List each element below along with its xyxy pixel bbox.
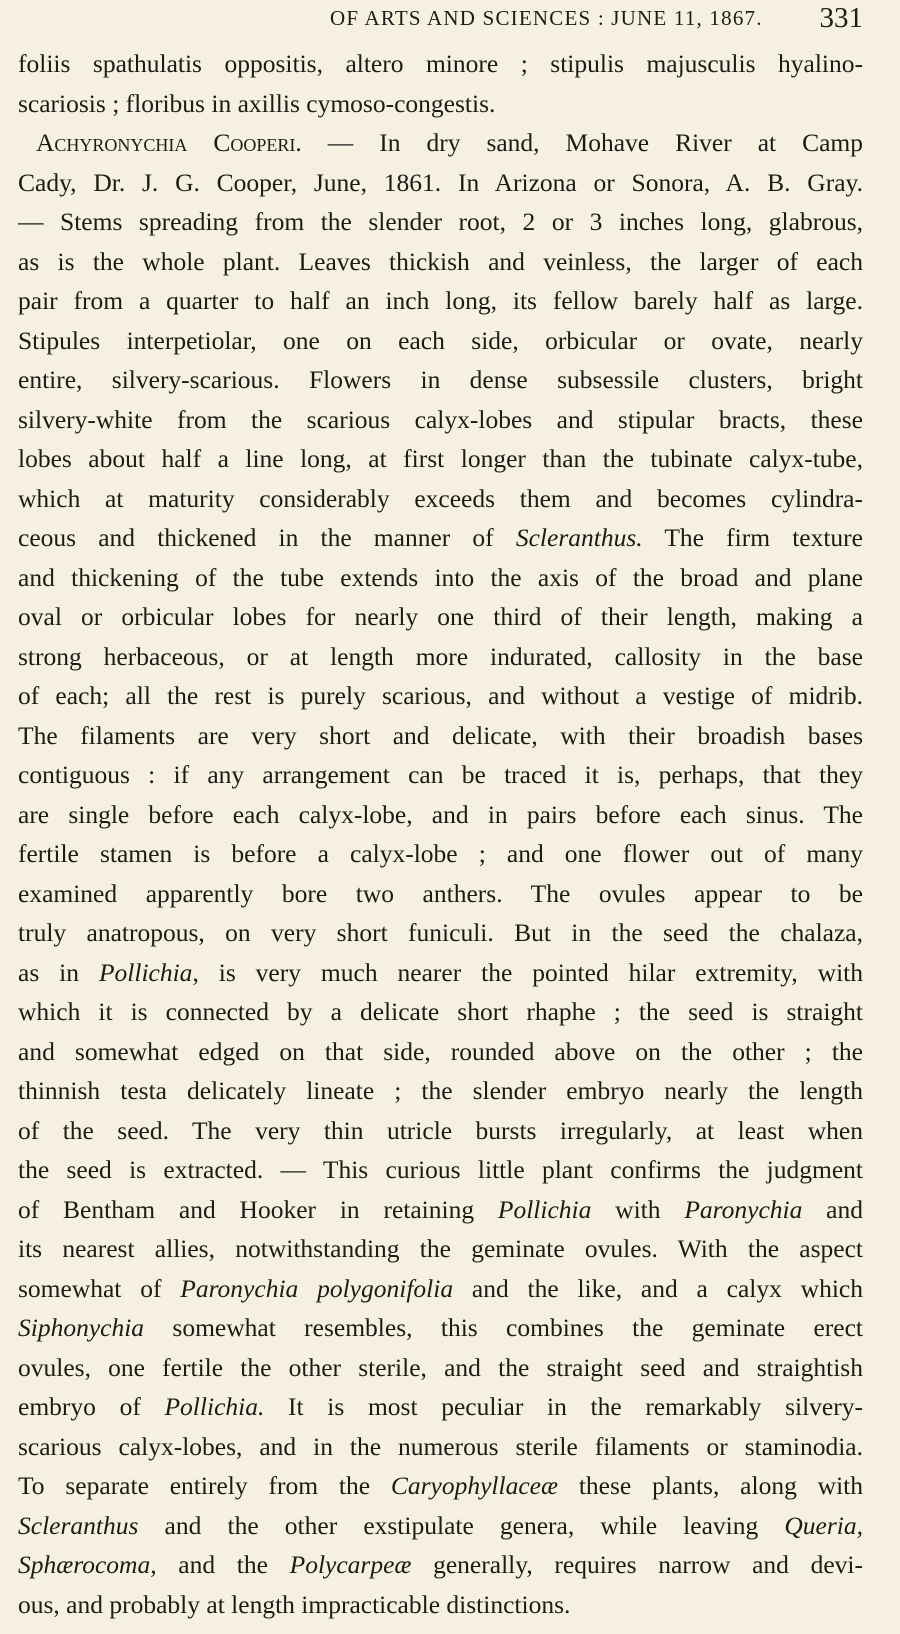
page-header [18,2,863,38]
text-segment: oval or orbicular lobes for nearly one third of their length, making a [18,602,863,631]
text-segment: To separate entirely from the [18,1471,391,1500]
text-line [18,1506,863,1546]
text-segment: scarious calyx-lobes, and in the numerous sterile filaments or staminodia. [18,1431,863,1461]
text-line [18,281,863,321]
text-line [18,400,863,440]
text-segment: thinnish testa delicately lineate ; the slender embryo nearly the length [18,1076,863,1105]
text-line [18,755,863,795]
text-segment: examined apparently bore two anthers. The ovules appear to be [18,878,863,908]
text-segment: are single before each calyx-lobe, and in pairs before each sinus. The [18,799,863,829]
text-line [18,992,863,1032]
text-segment: of the seed. The very thin utricle bursts irregularly, at least when [18,1115,863,1145]
italic-taxon-name: Paronychia polygonifolia [180,1273,454,1303]
text-segment: lobes about half a line long, at first longer than the tubinate calyx-tube, [18,444,863,473]
text-line [18,834,863,874]
italic-taxon-name: Pollichia [497,1194,592,1224]
text-segment: The filaments are very short and delicate, with their broadish bases [18,720,863,750]
italic-taxon-name: Pollichia [98,957,193,987]
italic-taxon-name: Scleranthus [18,1510,139,1540]
text-line [18,1466,863,1506]
text-line [18,1150,863,1190]
running-title: OF ARTS AND SCIENCES : JUNE 11, 1867. [330,6,763,30]
text-segment: which it is connected by a delicate short rhaphe ; the seed is straight [18,997,863,1026]
text-segment: pair from a quarter to half an inch long, its fellow barely half as large. [18,286,863,315]
italic-taxon-name: Pollichia. [164,1392,265,1421]
text-line [18,202,863,242]
text-line [18,874,863,914]
text-segment: and thickening of the tube extends into the axis of the broad and plane [18,562,863,592]
text-segment: and [802,1194,863,1224]
text-segment: Cady, Dr. J. G. Cooper, June, 1861. In Arizona or Sonora, A. B. Gray. [18,167,863,197]
text-segment: silvery-white from the scarious calyx-lobes and stipular bracts, these [18,404,863,434]
text-segment: strong herbaceous, or at length more indurated, callosity in the base [18,641,863,671]
text-line [18,84,863,124]
text-segment: as in [18,957,99,987]
species-heading: Achyronychia Cooperi. [36,128,302,157]
text-segment: — Stems spreading from the slender root, 2 or 3 inches long, glabrous, [18,207,863,236]
text-segment: foliis spathulatis oppositis, altero minore ; stipulis majusculis hyalino- [18,49,863,78]
text-line [18,716,863,756]
text-line [18,597,863,637]
text-line [18,1111,863,1151]
text-line [18,1308,863,1348]
page-number: 331 [819,2,863,34]
text-segment: entire, silvery-scarious. Flowers in dense subsessile clusters, bright [18,365,863,394]
text-segment: ceous and thickened in the manner of [18,523,516,552]
text-segment: and somewhat edged on that side, rounded above on the other ; the [18,1036,863,1066]
text-line [18,479,863,519]
text-segment: contiguous : if any arrangement can be traced it is, perhaps, that they [18,760,863,789]
text-segment: somewhat resembles, this combines the geminate erect [144,1313,863,1342]
text-line [18,242,863,282]
text-line [18,1071,863,1111]
text-line [18,44,863,84]
text-segment: truly anatropous, on very short funiculi. But in the seed the chalaza, [18,918,863,947]
text-segment: , is very much nearer the pointed hilar extremity, with [192,957,863,987]
text-line [18,1032,863,1072]
text-line [18,1427,863,1467]
text-segment: ovules, one fertile the other sterile, and the straight seed and straightish [18,1352,863,1382]
text-segment: embryo of [18,1392,165,1421]
italic-taxon-name: Polycarpeæ [289,1550,412,1579]
text-line [18,360,863,400]
text-segment: generally, requires narrow and devi- [411,1550,863,1579]
text-line [18,1585,863,1625]
text-segment: scariosis ; floribus in axillis cymoso-congestis. [18,88,496,118]
text-line [18,558,863,598]
text-line [18,321,863,361]
text-line [18,1545,863,1585]
text-segment: with [591,1194,685,1224]
text-segment: as is the whole plant. Leaves thickish and veinless, the larger of each [18,246,863,276]
text-segment: the seed is extracted. — This curious little plant confirms the judgment [18,1155,863,1184]
text-line [18,637,863,677]
text-line [18,1190,863,1230]
body-text [18,44,863,1624]
text-line [18,1229,863,1269]
text-segment: ous, and probably at length impracticable distinctions. [18,1589,571,1619]
text-line [18,518,863,558]
text-line [18,1387,863,1427]
text-segment: The firm texture [642,523,863,552]
text-line [18,913,863,953]
text-segment: and the like, and a calyx which [453,1273,863,1303]
italic-taxon-name: Scleranthus. [515,523,643,552]
text-segment: its nearest allies, notwithstanding the geminate ovules. With the aspect [18,1234,863,1263]
italic-taxon-name: Queria, [784,1510,863,1540]
text-segment: which at maturity considerably exceeds them and becomes cylindra- [18,483,863,513]
text-line [18,953,863,993]
italic-taxon-name: Siphonychia [18,1313,145,1342]
text-segment: and the [156,1550,290,1579]
text-segment: and the other exstipulate genera, while leaving [138,1510,785,1540]
text-segment: It is most peculiar in the remarkably silvery- [264,1392,863,1421]
text-segment: fertile stamen is before a calyx-lobe ; and one flower out of many [18,839,863,868]
text-line [18,676,863,716]
text-segment: of each; all the rest is purely scarious, and without a vestige of midrib. [18,681,863,710]
italic-taxon-name: Paronychia [684,1194,803,1224]
text-segment: these plants, along with [558,1471,864,1500]
italic-taxon-name: Sphærocoma, [18,1550,157,1579]
text-line [18,439,863,479]
italic-taxon-name: Caryophyllaceæ [390,1471,558,1500]
text-segment: — In dry sand, Mohave River at Camp [301,128,863,157]
text-segment: of Bentham and Hooker in retaining [18,1194,498,1224]
text-line [18,795,863,835]
text-segment: Stipules interpetiolar, one on each side, orbicular or ovate, nearly [18,325,863,355]
text-segment: somewhat of [18,1273,181,1303]
text-line [18,163,863,203]
text-line [18,1269,863,1309]
text-line [18,123,863,163]
text-line [18,1348,863,1388]
